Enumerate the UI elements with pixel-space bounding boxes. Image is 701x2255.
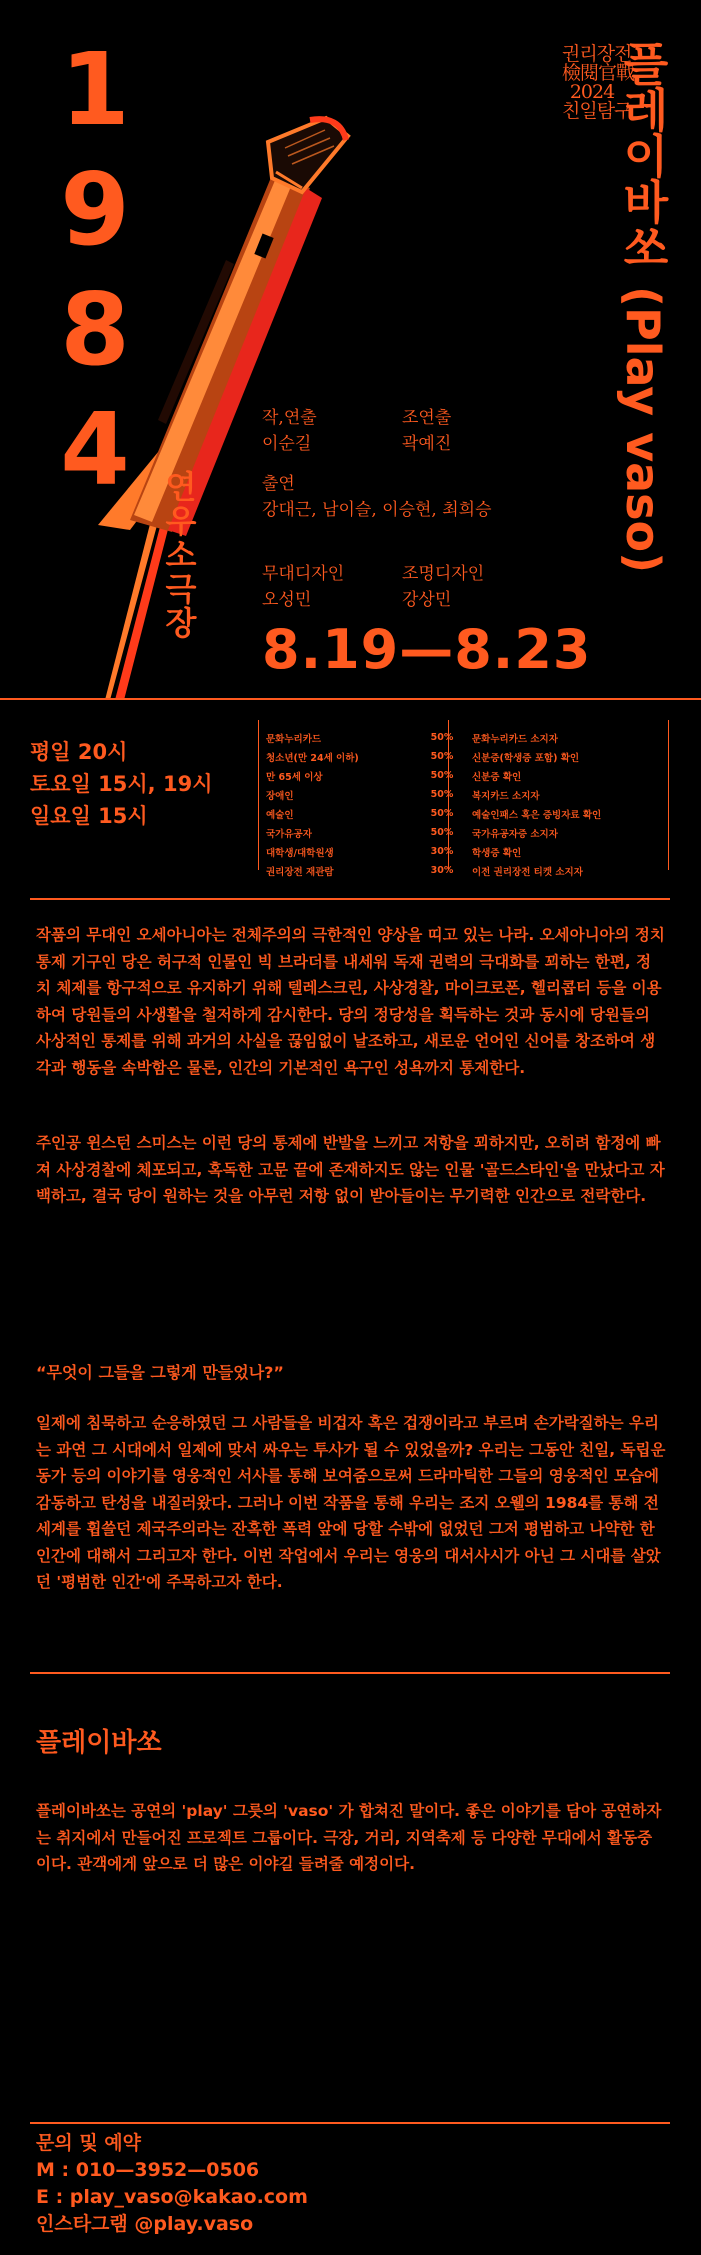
divider — [258, 720, 259, 870]
discount-category: 예술인 — [266, 809, 294, 821]
credit-person: 강상민 — [402, 590, 452, 610]
discount-row — [262, 728, 672, 747]
credit-role: 무대디자인 — [262, 564, 345, 584]
credits — [262, 405, 552, 621]
credit-row-direction — [262, 405, 552, 465]
discount-rate: 50% — [430, 751, 454, 762]
discount-rate: 50% — [430, 808, 454, 819]
discount-requirement: 학생증 확인 — [472, 847, 522, 859]
discount-requirement: 국가유공자증 소지자 — [472, 828, 558, 840]
synopsis-paragraph: 작품의 무대인 오세아니아는 전체주의의 극한적인 양상을 띠고 있는 나라. 오세아니아의 정치 통제 기구인 당은 허구적 인물인 빅 브라더를 내세워 독재 권력의 극대화를 꾀하는 한편, 정치 체제를 항구적으로 유지하기 위해 텔레스크린, 사상경찰, 마이크로폰, 헬리콥터 등을 이용하여 당원들의 사생활을 철저하게 감시한다. 당의 정당성을 획득하는 것과 동시에 당원들의 사상적인 통제를 위해 과거의 사실을 끊임없이 날조하고, 새로운 언어인 신어를 창조하여 생각과 행동을 속박함은 물론, 인간의 기본적인 욕구인 성욕까지 통제한다. — [36, 926, 665, 1077]
year-digit: 4 — [60, 391, 130, 508]
schedule-saturday: 토요일 15시, 19시 — [30, 772, 213, 796]
series-title-line: 친일탐구 — [562, 100, 632, 122]
venue-label: 연우소극장 — [160, 470, 198, 640]
schedule-weekday: 평일 20시 — [30, 740, 128, 764]
intent-paragraph: 일제에 침묵하고 순응하였던 그 사람들을 비겁자 혹은 겁쟁이라고 부르며 손가락질하는 우리는 과연 그 시대에서 일제에 맞서 싸우는 투사가 될 수 있었을까? 우리는 그동안 친일, 독립운동가 등의 이야기를 영웅적인 서사를 통해 보여줌으로써 드라마틱한 그들의 영웅적인 모습에 감동하고 탄성을 내질러왔다. 그러나 이번 작품을 통해 우리는 조지 오웰의 1984를 통해 전 세계를 휩쓸던 제국주의라는 잔혹한 폭력 앞에 당할 수밖에 없었던 그저 평범하고 나약한 한 인간에 대해서 그리고자 한다. 이번 작업에서 우리는 영웅의 대서사시가 아닌 그 시대를 살았던 '평범한 인간'에 주목하고자 한다. — [36, 1414, 666, 1591]
discount-category: 대학생/대학원생 — [266, 847, 334, 859]
credit-person: 오성민 — [262, 590, 312, 610]
credit-person: 강대근, 남이슬, 이승현, 최희승 — [262, 500, 492, 520]
year-digit: 9 — [60, 151, 130, 268]
discount-requirement: 신분증(학생증 포함) 확인 — [472, 752, 580, 764]
company-title-vertical: 플레이바쏘 (Play vaso) — [616, 40, 670, 574]
company-paragraph: 플레이바쏘는 공연의 'play' 그릇의 'vaso' 가 합쳐진 말이다. 좋은 이야기를 담아 공연하자는 취지에서 만들어진 프로젝트 그룹이다. 극장, 거리, 지역축제 등 다양한 무대에서 활동중이다. 관객에게 앞으로 더 많은 이야길 들려줄 예정이다. — [36, 1802, 662, 1873]
discount-rate: 50% — [430, 789, 454, 800]
discount-row — [262, 747, 672, 766]
credit-row-cast — [262, 471, 552, 557]
contact-phone: M : 010—3952—0506 — [36, 2159, 260, 2181]
series-title-line: 檢閱官戰 — [562, 62, 635, 84]
discount-requirement: 문화누리카드 소지자 — [472, 733, 558, 745]
discount-requirement: 이전 권리장전 티켓 소지자 — [472, 866, 583, 878]
discount-rate: 30% — [430, 865, 454, 876]
year-digit: 1 — [60, 31, 130, 148]
discount-row — [262, 804, 672, 823]
discount-requirement: 예술인패스 혹은 증빙자료 확인 — [472, 809, 602, 821]
credit-role: 조명디자인 — [402, 564, 485, 584]
schedule — [30, 736, 250, 832]
discount-table — [262, 728, 672, 880]
discount-category: 만 65세 이상 — [266, 771, 323, 783]
discount-category: 장애인 — [266, 790, 294, 802]
discount-row — [262, 823, 672, 842]
poster — [0, 0, 701, 700]
contact-title: 문의 및 예약 — [36, 2132, 141, 2154]
discount-rate: 50% — [430, 770, 454, 781]
discount-category: 국가유공자 — [266, 828, 312, 840]
discount-row — [262, 861, 672, 880]
company-section-title: 플레이바쏘 — [36, 1728, 162, 1758]
synopsis-paragraph: 주인공 윈스턴 스미스는 이런 당의 통제에 반발을 느끼고 저항을 꾀하지만, 오히려 함정에 빠져 사상경찰에 체포되고, 혹독한 고문 끝에 존재하지도 않는 인물 '골드스타인'을 만났다고 자백하고, 결국 당이 원하는 것을 아무런 저항 없이 받아들이는 무기력한 인간으로 전락한다. — [36, 1134, 665, 1205]
year-title — [50, 30, 140, 510]
discount-row — [262, 766, 672, 785]
series-title-line: 권리장전 — [562, 43, 632, 65]
discount-rate: 30% — [430, 846, 454, 857]
series-title-line: 2024 — [569, 81, 615, 103]
contact-instagram[interactable]: 인스타그램 @play.vaso — [36, 2213, 254, 2235]
performance-dates: 8.19—8.23 — [262, 618, 592, 681]
discount-rate: 50% — [430, 827, 454, 838]
credit-row-design — [262, 561, 552, 621]
credit-role: 작,연출 — [262, 408, 317, 428]
contact — [36, 2130, 636, 2238]
credit-person: 이순길 — [262, 434, 312, 454]
discount-requirement: 신분증 확인 — [472, 771, 522, 783]
discount-category: 문화누리카드 — [266, 733, 322, 745]
credit-role: 조연출 — [402, 408, 452, 428]
discount-row — [262, 842, 672, 861]
divider — [0, 698, 701, 700]
divider — [30, 898, 670, 900]
schedule-sunday: 일요일 15시 — [30, 804, 148, 828]
divider — [30, 2122, 670, 2124]
contact-email[interactable]: E : play_vaso@kakao.com — [36, 2186, 308, 2208]
discount-row — [262, 785, 672, 804]
credit-role: 출연 — [262, 474, 295, 494]
discount-requirement: 복지카드 소지자 — [472, 790, 540, 802]
credit-person: 곽예진 — [402, 434, 452, 454]
discount-rate: 50% — [430, 732, 454, 743]
year-digit: 8 — [60, 271, 130, 388]
intent-quote: “무엇이 그들을 그렇게 만들었나?” — [36, 1363, 284, 1382]
discount-category: 청소년(만 24세 이하) — [266, 752, 359, 764]
mic-head — [268, 118, 348, 192]
discount-category: 권리장전 재관람 — [266, 866, 334, 878]
divider — [30, 1672, 670, 1674]
